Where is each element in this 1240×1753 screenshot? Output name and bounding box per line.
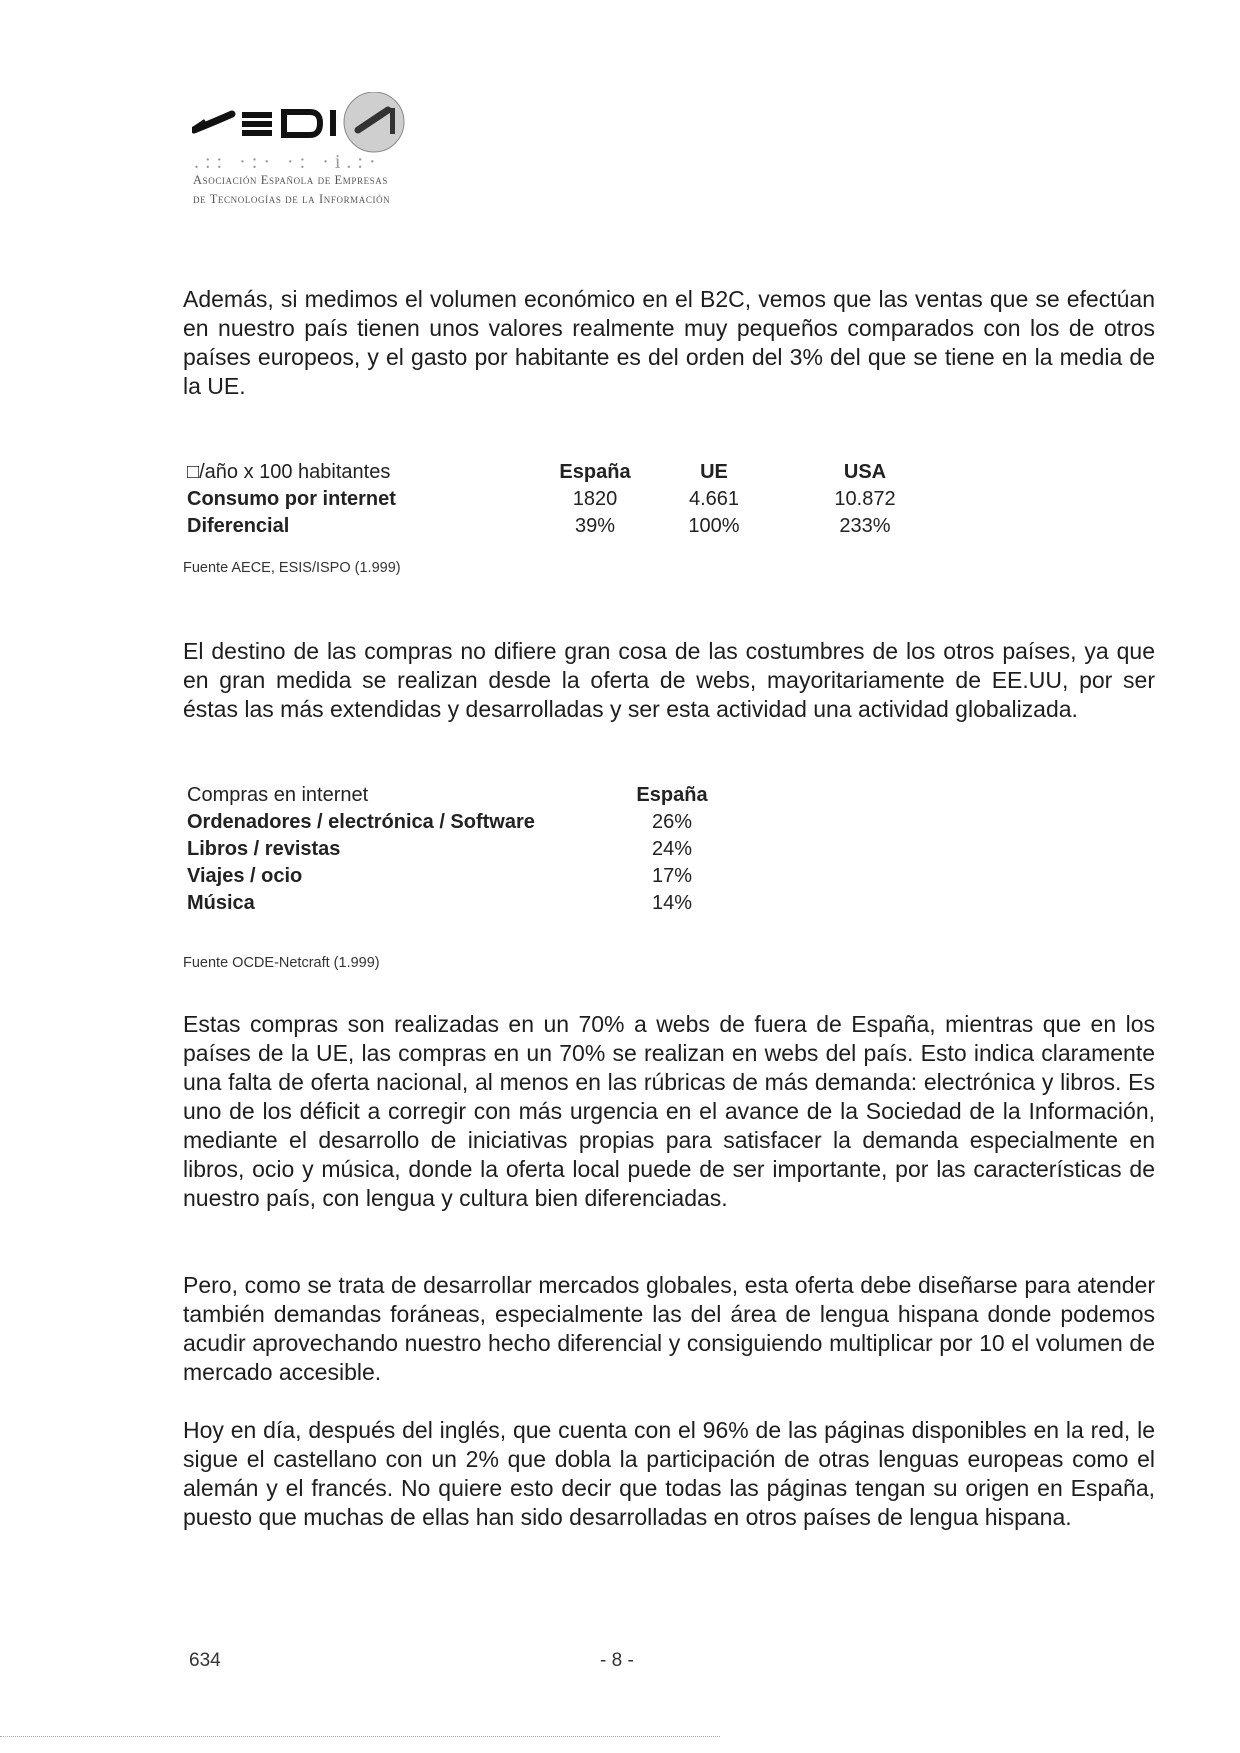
paragraph-4: Pero, como se trata de desarrollar mercados globales, esta oferta debe diseñarse para atender también demandas foráneas, especialmente las del área de lengua hispana donde podemos acudir aprovechando nuestro hecho diferencial y consiguiendo multiplicar por 10 el volumen de mercado accesible. [183, 1272, 1155, 1385]
row-label: Libros / revistas [187, 838, 341, 860]
cell-spain: 17% [651, 865, 693, 887]
table-header-spain: España [636, 784, 708, 806]
table-header-ue: UE [700, 461, 728, 483]
row-label: Diferencial [187, 515, 290, 537]
table1-source: Fuente AECE, ESIS/ISPO (1.999) [183, 560, 401, 576]
cell-usa: 10.872 [834, 488, 896, 510]
association-name [192, 92, 492, 262]
table2-source: Fuente OCDE-Netcraft (1.999) [183, 955, 380, 971]
cell-spain: 14% [651, 892, 693, 914]
table-header-spain: España [559, 461, 631, 483]
document-number: 634 [189, 1650, 221, 1671]
row-label: Viajes / ocio [187, 865, 303, 887]
association-line-2: de Tecnologías de la Información [193, 192, 391, 206]
paragraph-5: Hoy en día, después del inglés, que cuenta con el 96% de las páginas disponibles en la red, le sigue el castellano con un 2% que dobla la participación de otras lenguas europeas como el alemán y el francés. No quiere esto decir que todas las páginas tengan su origen en España, puesto que muchas de ellas han sido desarrolladas en otros países de lengua hispana. [183, 1417, 1155, 1530]
cell-spain: 1820 [572, 488, 618, 510]
row-label: Consumo por internet [187, 488, 396, 510]
cell-spain: 39% [574, 515, 616, 537]
table-header-label: □/año x 100 habitantes [187, 461, 391, 483]
cell-usa: 233% [839, 515, 891, 537]
table-header-usa: USA [843, 461, 887, 483]
paragraph-1: Además, si medimos el volumen económico en el B2C, vemos que las ventas que se efectúan en nuestro país tienen unos valores realmente muy pequeños comparados con los de otros países europeos, y el gasto por habitante es del orden del 3% del que se tiene en la media de la UE. [183, 286, 1155, 399]
cell-ue: 100% [688, 515, 740, 537]
scan-artifact-line [0, 1736, 720, 1737]
row-label: Música [187, 892, 255, 914]
paragraph-2: El destino de las compras no difiere gran cosa de las costumbres de los otros países, ya que en gran medida se realizan desde la oferta de webs, mayoritariamente de EE.UU, por ser éstas las más extendidas y desarrolladas y ser esta actividad una actividad globalizada. [183, 638, 1155, 722]
paragraph-3: Estas compras son realizadas en un 70% a webs de fuera de España, mientras que en los países de la UE, las compras en un 70% se realizan en webs del país. Esto indica claramente una falta de oferta nacional, al menos en las rúbricas de más demanda: electrónica y libros. Es uno de los déficit a corregir con más urgencia en el avance de la Sociedad de la Información, mediante el desarrollo de iniciativas propias para satisfacer la demanda especialmente en libros, ocio y música, donde la oferta local puede de ser importante, por las características de nuestro país, con lengua y cultura bien diferenciadas. [183, 1011, 1155, 1211]
svg-text:.:: ·:· ·: ·i.:·: .:: ·:· ·: ·i.:· [194, 151, 382, 173]
cell-ue: 4.661 [688, 488, 740, 510]
table-header-label: Compras en internet [187, 784, 369, 806]
cell-spain: 26% [651, 811, 693, 833]
association-line-1: Asociación Española de Empresas [193, 173, 388, 187]
cell-spain: 24% [651, 838, 693, 860]
row-label: Ordenadores / electrónica / Software [187, 811, 535, 833]
page-number: - 8 - [600, 1650, 634, 1671]
